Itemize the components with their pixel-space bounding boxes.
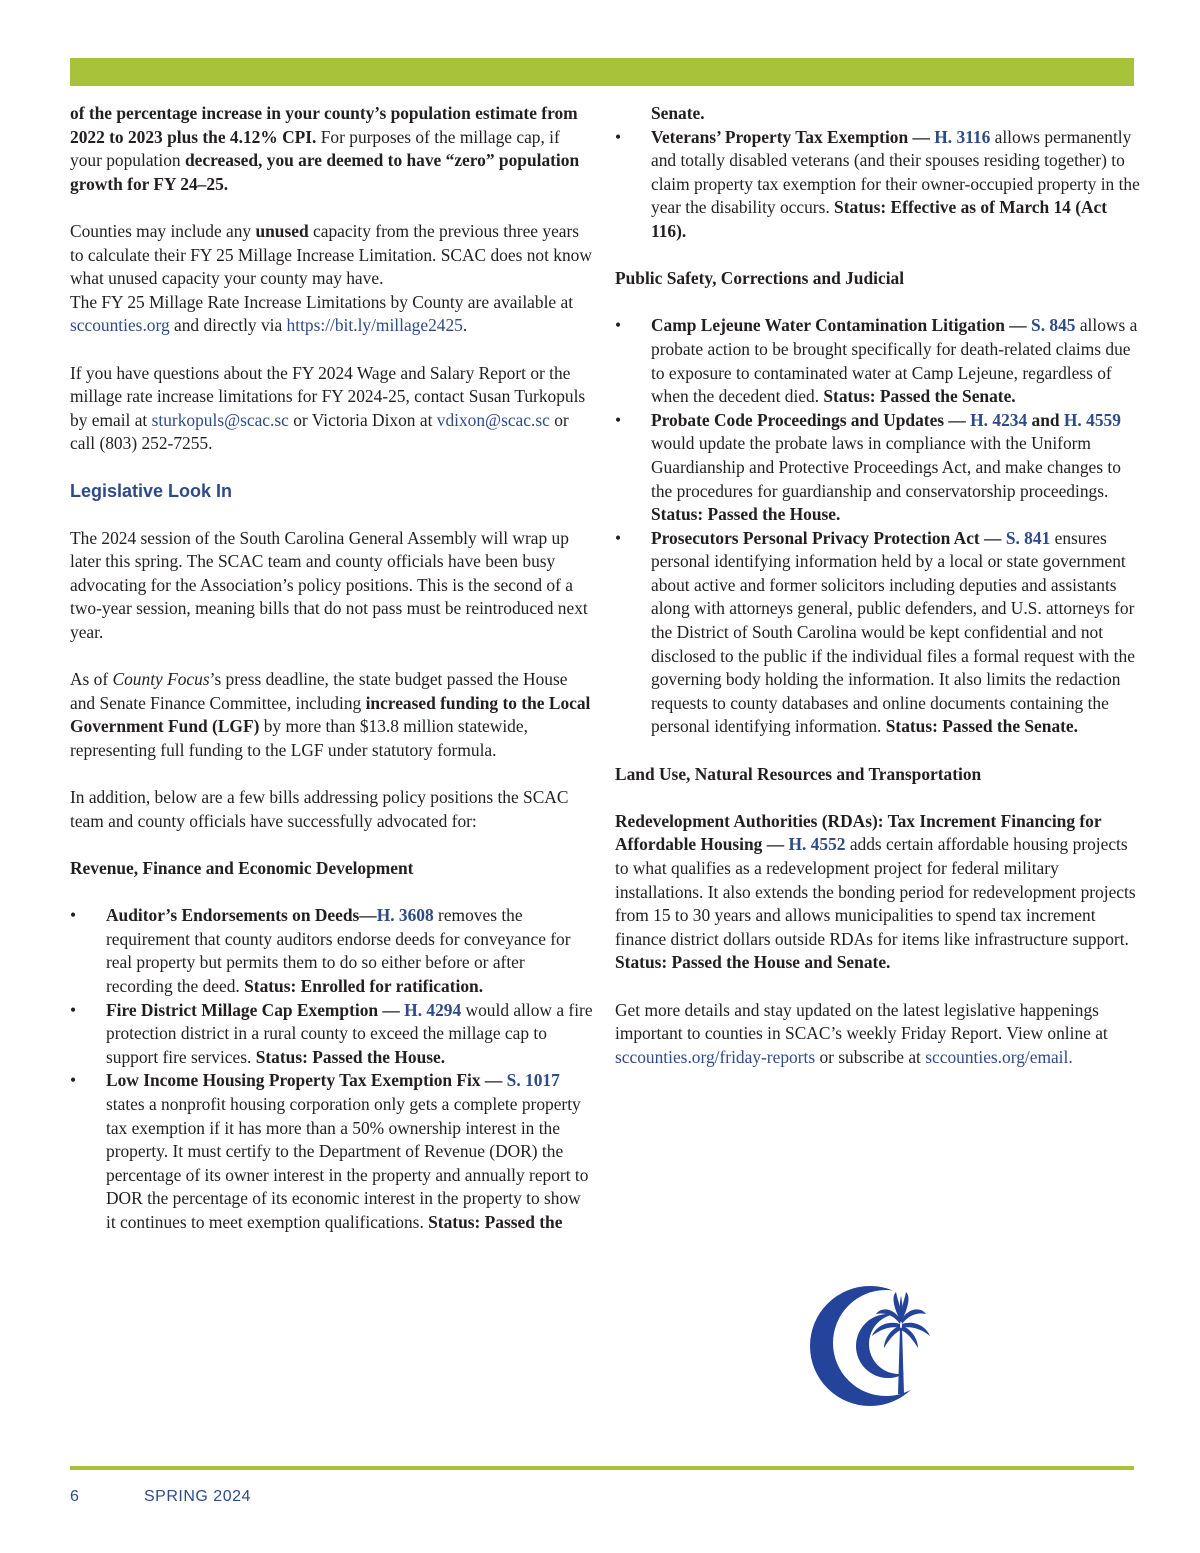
unused-capacity-paragraph: Counties may include any unused capacity from the previous three years to calculate their FY 25 Millage Increase Limitation. SCAC does not know what unused capacity your county may have. The FY 25 Millage Rate Increase Limitations by County are available at sccounties.org and directly via https://bit.ly/millage2425. (70, 220, 592, 336)
bill-link-h4552[interactable]: H. 4552 (788, 834, 846, 855)
top-accent-bar (70, 58, 1134, 86)
email-vdixon-link[interactable]: vdixon@scac.sc (436, 409, 550, 430)
bill-link-s841[interactable]: S. 841 (1005, 527, 1051, 548)
list-item: • Veterans’ Property Tax Exemption — H. 3116 allows permanently and totally disabled veterans (and their spouses residing together) to claim property tax exemption for their owner-occupied property in the year the disability occurs. Status: Effective as of March 14 (Act 116). (615, 126, 1140, 244)
millage-bitly-link[interactable]: https://bit.ly/millage2425 (286, 315, 463, 336)
rda-paragraph: Redevelopment Authorities (RDAs): Tax Increment Financing for Affordable Housing — H. 4552 adds certain affordable housing projects to what qualifies as a redevelopment project for federal military installations. It also extends the bonding period for redevelopment projects from 15 to 30 years and allows municipalities to spend tax increment finance district dollars outside RDAs for items like infrastructure support. Status: Passed the House and Senate. (615, 810, 1136, 973)
list-item: • Probate Code Proceedings and Updates — H. 4234 and H. 4559 would update the probate laws in compliance with the Uniform Guardianship and Protective Proceedings Act, and make changes to the procedures for guardianship and conservatorship proceedings. Status: Passed the House. (615, 409, 1140, 527)
bill-link-h4294[interactable]: H. 4294 (404, 999, 462, 1020)
bill-link-h4234[interactable]: H. 4234 (970, 409, 1028, 430)
budget-paragraph: As of County Focus’s press deadline, the state budget passed the House and Senate Finance Committee, including increased funding to the Local Government Fund (LGF) by more than $13.8 million statewide, representing full funding to the LGF under statutory formula. (70, 669, 591, 761)
bill-link-s845[interactable]: S. 845 (1031, 315, 1076, 336)
millage-paragraph: of the percentage increase in your county’s population estimate from 2022 to 2023 plus the 4.12% CPI. For purposes of the millage cap, if your population decreased, you are deemed to have “zero” population growth for FY 24–25. (70, 103, 580, 194)
sccounties-link[interactable]: sccounties.org (70, 315, 170, 336)
scac-logo-icon (804, 1286, 940, 1406)
subheading-revenue-finance: Revenue, Finance and Economic Development (70, 858, 414, 878)
list-item: • Prosecutors Personal Privacy Protection Act — S. 841 ensures personal identifying information held by a local or state government about active and former solicitors including deputies and assistants along with attorneys general, public defenders, and U.S. attorneys for the District of South Carolina would be kept confidential and not disclosed to the public if the individual files a formal request with the governing body holding the information. It also limits the redaction requests to county databases and online documents containing the personal identifying information. Status: Passed the Senate. (615, 527, 1140, 739)
friday-reports-link[interactable]: sccounties.org/friday-reports (615, 1046, 816, 1067)
right-column (615, 102, 1140, 1093)
bill-link-h4559[interactable]: H. 4559 (1063, 409, 1121, 430)
bill-link-s1017[interactable]: S. 1017 (506, 1070, 560, 1091)
issue-label: SPRING 2024 (144, 1488, 251, 1505)
bill-link-h3608[interactable]: H. 3608 (376, 905, 434, 926)
page-number: 6 (70, 1488, 80, 1505)
contact-paragraph: If you have questions about the FY 2024 Wage and Salary Report or the millage rate increase limitations for FY 2024-25, contact Susan Turkopuls by email at sturkopuls@scac.sc or Victoria Dixon at vdixon@scac.sc or call (803) 252-7255. (70, 362, 586, 454)
subheading-public-safety: Public Safety, Corrections and Judicial (615, 268, 905, 289)
list-item-continuation: Senate. (651, 103, 705, 123)
list-item: • Auditor’s Endorsements on Deeds—H. 3608 removes the requirement that county auditors endorse deeds for conveyance for real property but permits them to do so either before or after recording the deed. Status: Enrolled for ratification. (70, 904, 594, 998)
revenue-bill-list (70, 904, 594, 1234)
revenue-bill-list-cont (615, 126, 1140, 244)
palmetto-crescent-icon (804, 1286, 940, 1406)
subscribe-email-link[interactable]: sccounties.org/email. (925, 1046, 1073, 1067)
public-safety-bill-list (615, 314, 1140, 739)
section-heading-legislative-look-in: Legislative Look In (70, 480, 233, 501)
left-column (70, 102, 594, 1258)
subheading-land-use: Land Use, Natural Resources and Transportation (615, 763, 982, 784)
friday-report-paragraph: Get more details and stay updated on the latest legislative happenings important to counties in SCAC’s weekly Friday Report. View online at sccounties.org/friday-reports or subscribe at sccounties.org/email. (615, 999, 1108, 1067)
email-sturkopuls-link[interactable]: sturkopuls@scac.sc (151, 409, 289, 430)
list-item: • Low Income Housing Property Tax Exemption Fix — S. 1017 states a nonprofit housing corporation only gets a complete property tax exemption if it has more than a 50% ownership interest in the property. It must certify to the Department of Revenue (DOR) the percentage of its owner interest in the property and annually report to DOR the percentage of its economic interest in the property to show it continues to meet exemption qualifications. Status: Passed the (70, 1069, 594, 1234)
advocacy-intro-paragraph: In addition, below are a few bills addressing policy positions the SCAC team and county officials have successfully advocated for: (70, 787, 569, 831)
list-item: • Camp Lejeune Water Contamination Litigation — S. 845 allows a probate action to be brought specifically for death-related claims due to exposure to contaminated water at Camp Lejeune, regardless of when the decedent died. Status: Passed the Senate. (615, 314, 1140, 408)
list-item: • Fire District Millage Cap Exemption — H. 4294 would allow a fire protection district in a rural county to exceed the millage cap to support fire services. Status: Passed the House. (70, 999, 594, 1070)
footer-rule (70, 1466, 1134, 1470)
session-paragraph: The 2024 session of the South Carolina General Assembly will wrap up later this spring. The SCAC team and county officials have been busy advocating for the Association’s policy positions. This is the second of a two-year session, meaning bills that do not pass must be reintroduced next year. (70, 527, 588, 643)
bill-link-h3116[interactable]: H. 3116 (934, 126, 991, 147)
